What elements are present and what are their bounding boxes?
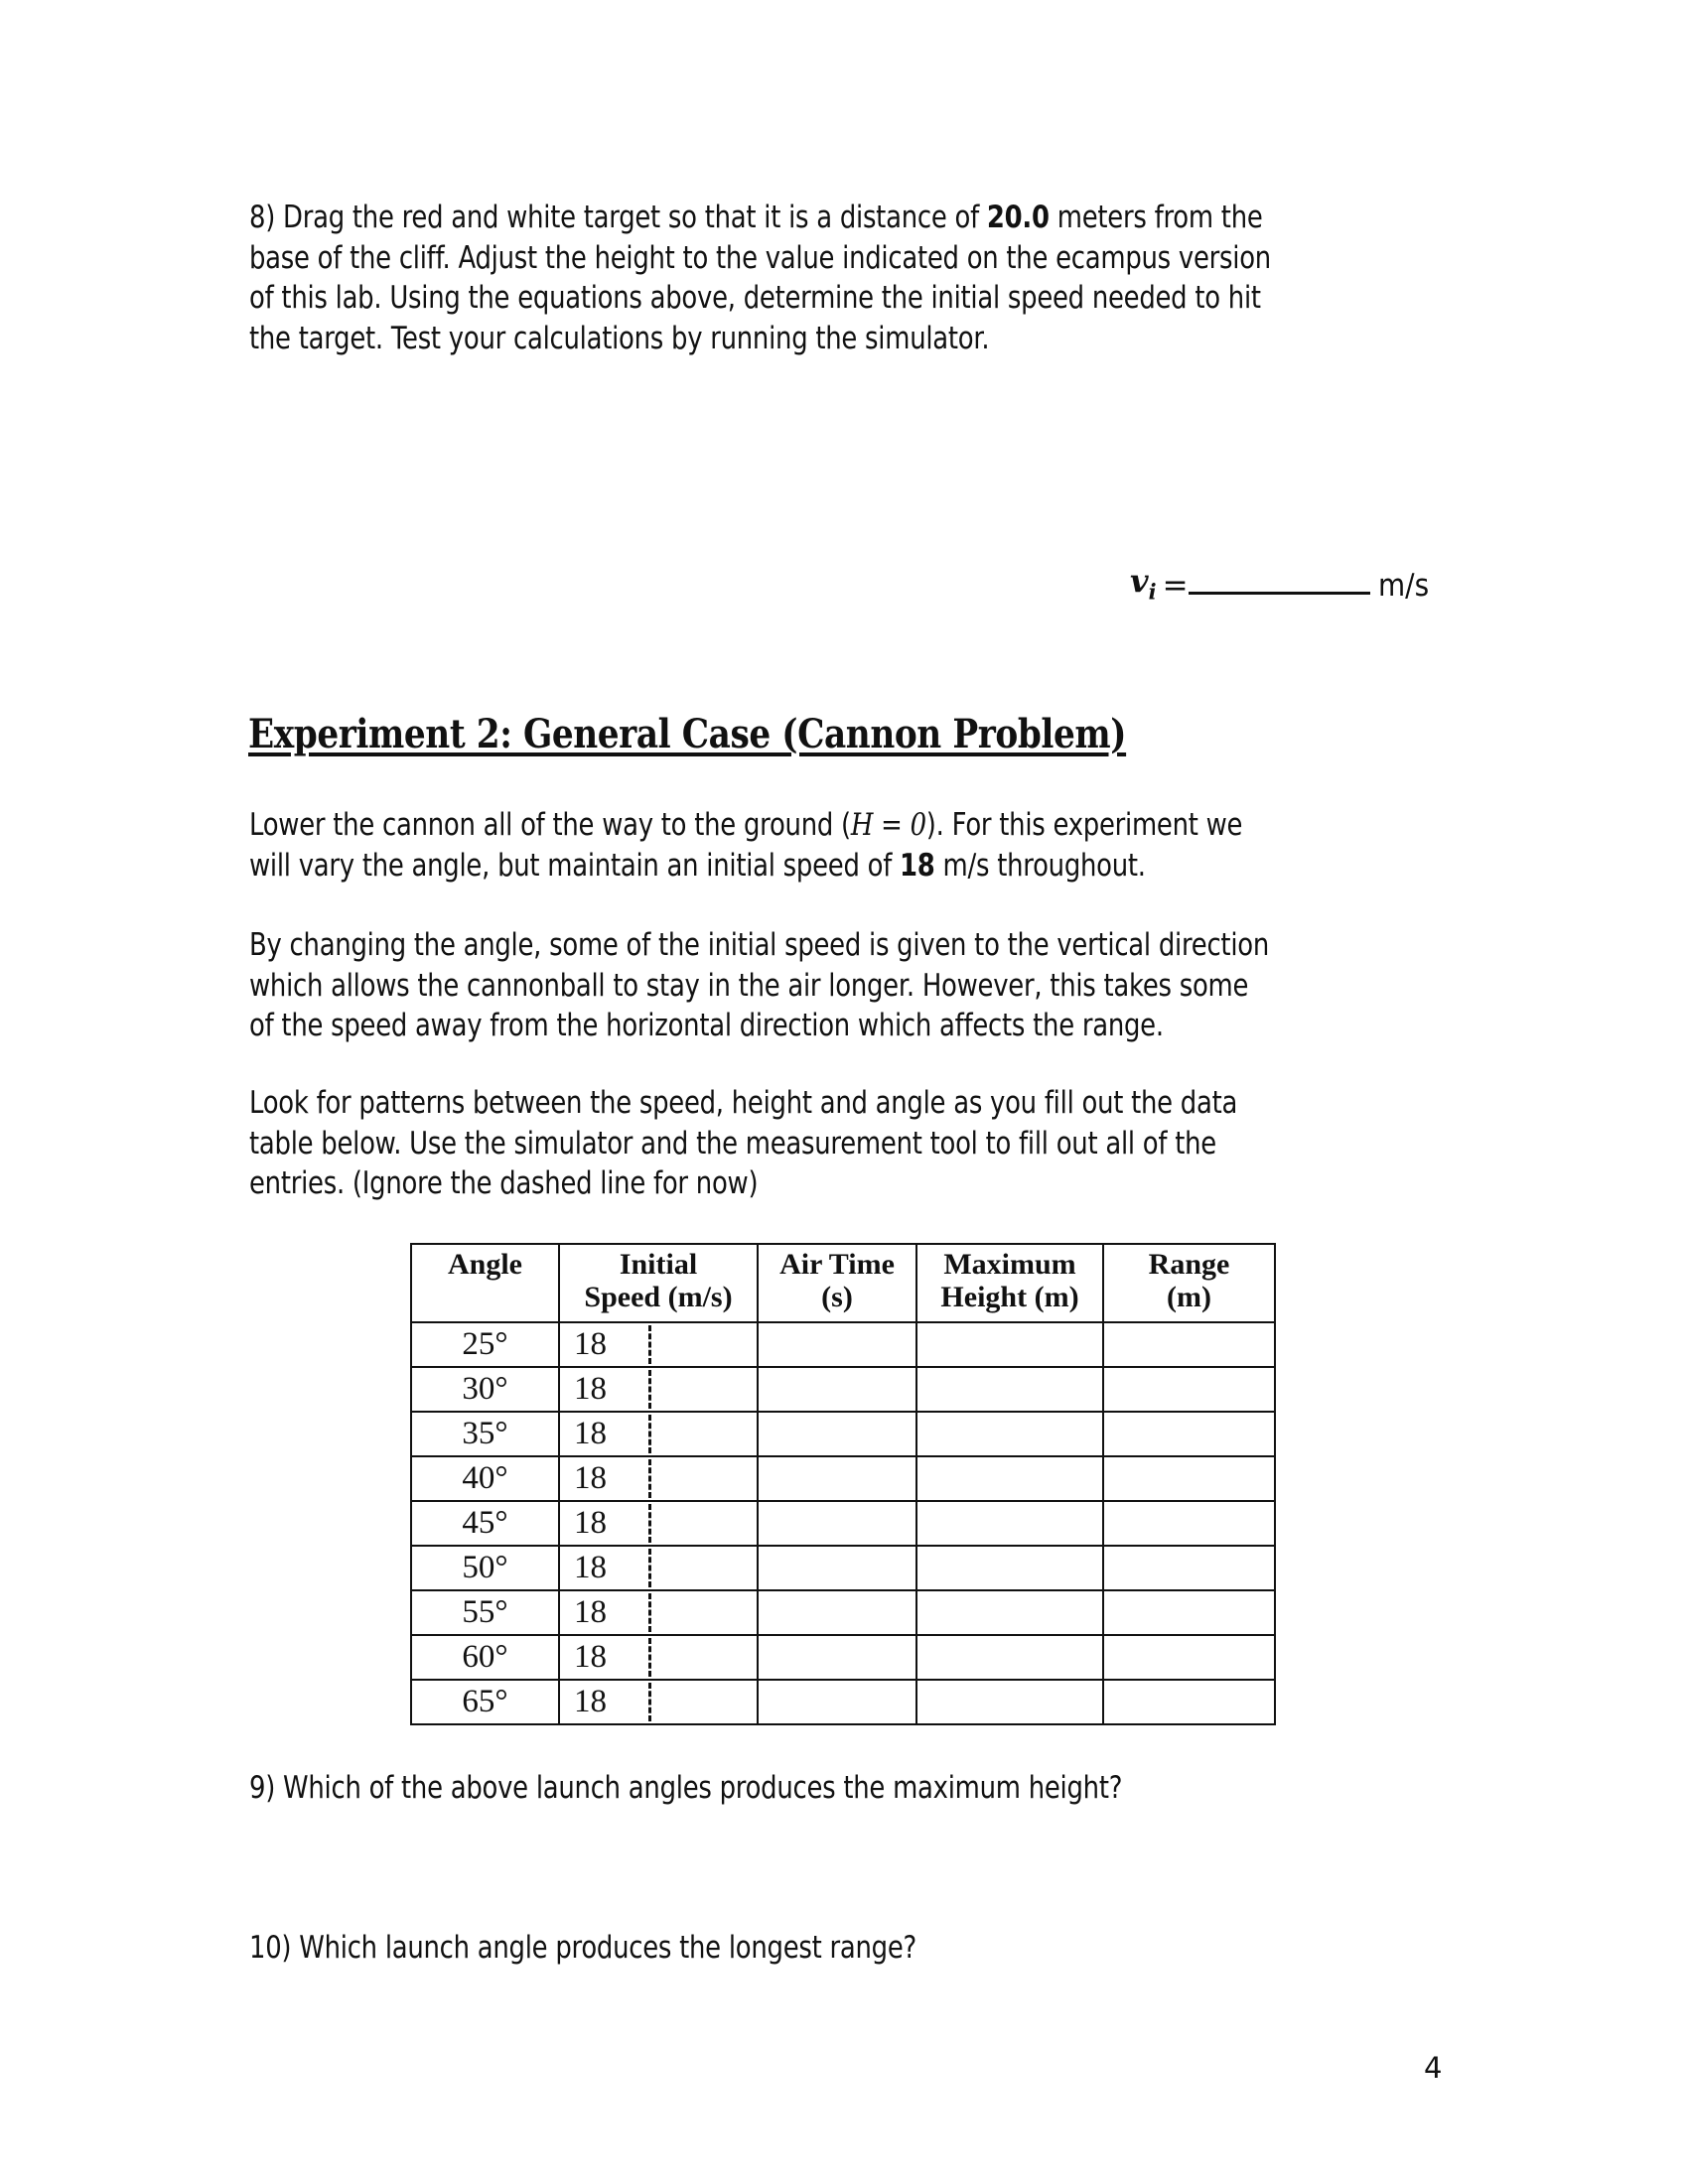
- question-8-line-4: the target. Test your calculations by running the simulator.: [249, 320, 990, 356]
- table-row: [411, 1412, 1275, 1456]
- table-row: [411, 1635, 1275, 1680]
- equals-sign: =: [1162, 568, 1189, 604]
- question-8-text: [249, 198, 1473, 358]
- experiment-2-heading: Experiment 2: General Case (Cannon Problem): [248, 711, 1127, 757]
- subscript-i: i: [1148, 579, 1157, 604]
- air-time-cell[interactable]: [758, 1367, 916, 1412]
- speed-value: 18: [574, 1416, 607, 1451]
- data-table: [410, 1243, 1276, 1725]
- table-row: [411, 1367, 1275, 1412]
- max-height-cell[interactable]: [916, 1412, 1103, 1456]
- speed-value: 18: [900, 847, 935, 884]
- range-cell[interactable]: [1103, 1680, 1275, 1724]
- initial-speed-answer: [1130, 558, 1434, 604]
- question-8-line-1: [249, 198, 1271, 238]
- speed-value: 18: [574, 1371, 607, 1407]
- text-run: meters from the: [1049, 200, 1263, 235]
- initial-speed-blank[interactable]: [1189, 592, 1370, 595]
- explanation-line-1: By changing the angle, some of the initial speed is given to the vertical direction: [249, 927, 1270, 963]
- header-label: Initial: [619, 1248, 698, 1281]
- angle-cell: 65°: [411, 1680, 559, 1724]
- range-cell[interactable]: [1103, 1367, 1275, 1412]
- air-time-cell[interactable]: [758, 1590, 916, 1635]
- dashed-line: [648, 1459, 651, 1498]
- variable-v: v: [1130, 561, 1149, 600]
- initial-speed-symbol: [1130, 562, 1157, 604]
- header-label: (m): [1167, 1281, 1211, 1313]
- distance-value: 20.0: [986, 200, 1050, 235]
- instructions-line-2: table below. Use the simulator and the measurement tool to fill out all of the: [249, 1125, 1216, 1161]
- speed-unit: m/s: [1377, 568, 1429, 604]
- range-cell[interactable]: [1103, 1635, 1275, 1680]
- range-cell[interactable]: [1103, 1456, 1275, 1501]
- question-9-line: 9) Which of the above launch angles produces the maximum height?: [249, 1770, 1123, 1806]
- header-label: Air Time: [779, 1248, 895, 1281]
- speed-cell: [559, 1456, 758, 1501]
- speed-value: 18: [574, 1505, 607, 1541]
- air-time-cell[interactable]: [758, 1322, 916, 1367]
- dashed-line: [648, 1415, 651, 1453]
- header-label: Range: [1148, 1248, 1230, 1281]
- air-time-cell[interactable]: [758, 1412, 916, 1456]
- table-row: [411, 1680, 1275, 1724]
- range-cell[interactable]: [1103, 1590, 1275, 1635]
- air-time-cell[interactable]: [758, 1635, 916, 1680]
- speed-cell: [559, 1322, 758, 1367]
- angle-cell: 55°: [411, 1590, 559, 1635]
- angle-cell: 30°: [411, 1367, 559, 1412]
- angle-cell: 40°: [411, 1456, 559, 1501]
- speed-value: 18: [574, 1684, 607, 1719]
- max-height-cell[interactable]: [916, 1590, 1103, 1635]
- dashed-line: [648, 1593, 651, 1632]
- max-height-cell[interactable]: [916, 1367, 1103, 1412]
- air-time-cell[interactable]: [758, 1546, 916, 1590]
- speed-cell: [559, 1412, 758, 1456]
- height-equation: H = 0: [850, 807, 926, 843]
- text-run: ). For this experiment we: [925, 807, 1243, 843]
- max-height-cell[interactable]: [916, 1680, 1103, 1724]
- question-10-text: [249, 1928, 1049, 1969]
- angle-cell: 45°: [411, 1501, 559, 1546]
- max-height-cell[interactable]: [916, 1546, 1103, 1590]
- instructions-line-1: Look for patterns between the speed, height and angle as you fill out the data: [249, 1085, 1238, 1121]
- header-air-time: [758, 1244, 916, 1322]
- table-row: [411, 1501, 1275, 1546]
- table-row: [411, 1590, 1275, 1635]
- speed-cell: [559, 1590, 758, 1635]
- header-label: Speed (m/s): [584, 1281, 733, 1313]
- dashed-line: [648, 1370, 651, 1409]
- max-height-cell[interactable]: [916, 1635, 1103, 1680]
- air-time-cell[interactable]: [758, 1680, 916, 1724]
- max-height-cell[interactable]: [916, 1501, 1103, 1546]
- table-row: [411, 1546, 1275, 1590]
- range-cell[interactable]: [1103, 1412, 1275, 1456]
- speed-value: 18: [574, 1326, 607, 1362]
- question-9-text: [249, 1768, 1295, 1809]
- intro-line-1: [249, 805, 1242, 846]
- air-time-cell[interactable]: [758, 1501, 916, 1546]
- speed-cell: [559, 1680, 758, 1724]
- speed-value: 18: [574, 1639, 607, 1675]
- table-header-row: [411, 1244, 1275, 1322]
- speed-value: 18: [574, 1550, 607, 1585]
- speed-value: 18: [574, 1594, 607, 1630]
- text-run: m/s throughout.: [934, 847, 1146, 884]
- header-label: Height (m): [940, 1281, 1079, 1313]
- text-run: Lower the cannon all of the way to the ground (: [249, 807, 851, 843]
- table-row: [411, 1322, 1275, 1367]
- air-time-cell[interactable]: [758, 1456, 916, 1501]
- table-row: [411, 1456, 1275, 1501]
- speed-value: 18: [574, 1460, 607, 1496]
- range-cell[interactable]: [1103, 1546, 1275, 1590]
- text-run: 8) Drag the red and white target so that it is a distance of: [249, 200, 987, 235]
- question-8-line-3: of this lab. Using the equations above, determine the initial speed needed to hit: [249, 280, 1261, 316]
- angle-cell: 60°: [411, 1635, 559, 1680]
- explanation-paragraph: [249, 925, 1471, 1046]
- dashed-line: [648, 1504, 651, 1543]
- max-height-cell[interactable]: [916, 1322, 1103, 1367]
- max-height-cell[interactable]: [916, 1456, 1103, 1501]
- dashed-line: [648, 1638, 651, 1677]
- speed-cell: [559, 1546, 758, 1590]
- instructions-line-3: entries. (Ignore the dashed line for now): [249, 1165, 759, 1201]
- dashed-line: [648, 1549, 651, 1587]
- instructions-paragraph: [249, 1083, 1433, 1204]
- question-8-line-2: base of the cliff. Adjust the height to the value indicated on the ecampus version: [249, 239, 1271, 276]
- header-label: Angle: [448, 1248, 522, 1281]
- speed-cell: [559, 1501, 758, 1546]
- angle-cell: 35°: [411, 1412, 559, 1456]
- range-cell[interactable]: [1103, 1322, 1275, 1367]
- angle-cell: 50°: [411, 1546, 559, 1590]
- range-cell[interactable]: [1103, 1501, 1275, 1546]
- header-range: [1103, 1244, 1275, 1322]
- intro-line-2: [249, 846, 1242, 887]
- header-label: (s): [821, 1281, 853, 1313]
- header-maximum-height: [916, 1244, 1103, 1322]
- angle-cell: 25°: [411, 1322, 559, 1367]
- dashed-line: [648, 1325, 651, 1364]
- dashed-line: [648, 1683, 651, 1721]
- intro-paragraph: [249, 805, 1439, 886]
- speed-cell: [559, 1635, 758, 1680]
- header-angle: [411, 1244, 559, 1322]
- page-number: 4: [1424, 2051, 1443, 2085]
- question-10-line: 10) Which launch angle produces the longest range?: [249, 1930, 916, 1966]
- header-initial-speed: [559, 1244, 758, 1322]
- text-run: will vary the angle, but maintain an initial speed of: [249, 847, 901, 884]
- speed-cell: [559, 1367, 758, 1412]
- explanation-line-3: of the speed away from the horizontal direction which affects the range.: [249, 1008, 1164, 1043]
- header-label: Maximum: [943, 1248, 1076, 1281]
- explanation-line-2: which allows the cannonball to stay in the air longer. However, this takes some: [249, 967, 1249, 1004]
